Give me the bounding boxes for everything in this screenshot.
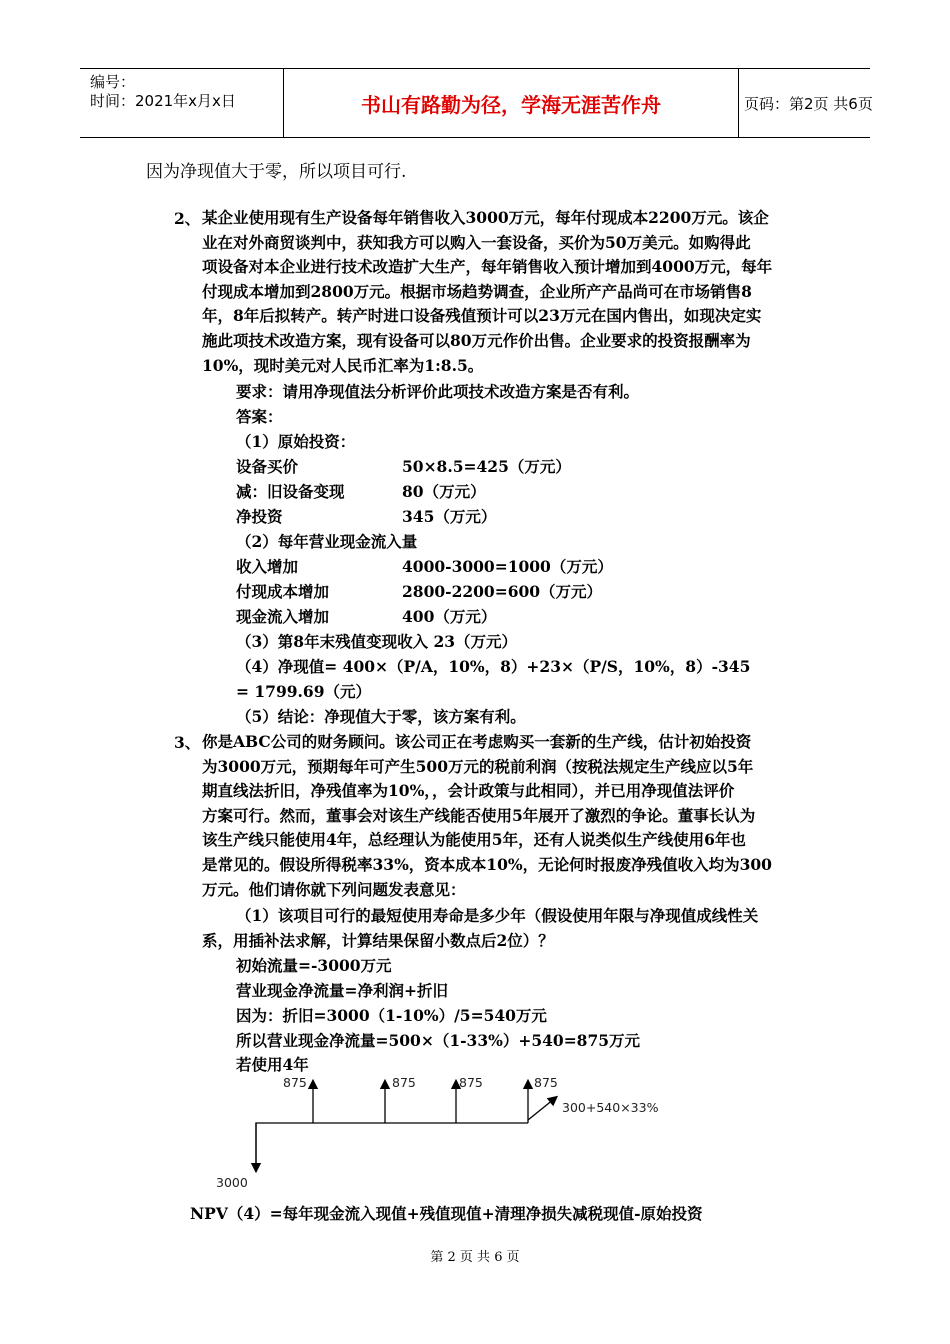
- inflow-label: 875: [459, 1075, 483, 1090]
- q2-line: 某企业使用现有生产设备每年销售收入3000万元，每年付现成本2200万元。该企: [202, 208, 769, 227]
- page-footer: 第 2 页 共 6 页: [430, 1250, 520, 1265]
- q2-row-value: 50×8.5=425（万元）: [402, 457, 571, 476]
- q2-row-value: 400（万元）: [402, 607, 497, 626]
- q3-sub1-line: （1）该项目可行的最短使用寿命是多少年（假设使用年限与净现值成线性关: [236, 906, 759, 925]
- q3-line: 是常见的。假设所得税率33%，资本成本10%，无论何时报废净残值收入均为300: [202, 854, 772, 874]
- intro-conclusion: 因为净现值大于零，所以项目可行.: [146, 162, 407, 182]
- q3-calc-line: 因为：折旧=3000（1-10%）/5=540万元: [236, 1006, 547, 1025]
- q2-row-value: 80（万元）: [402, 482, 486, 501]
- salvage-arrow: [528, 1099, 554, 1120]
- timeline-line: [256, 1123, 528, 1172]
- header-motto: 书山有路勤为径，学海无涯苦作舟: [283, 69, 739, 137]
- q2-requirement: 要求：请用净现值法分析评价此项技术改造方案是否有利。: [236, 382, 640, 401]
- q3-line: 你是ABC公司的财务顾问。该公司正在考虑购买一套新的生产线，估计初始投资: [202, 732, 752, 751]
- q2-answer-label: 答案：: [236, 407, 283, 426]
- q2-line: 10%，现时美元对人民币汇率为1:8.5。: [202, 355, 484, 375]
- q2-number: 2、: [174, 209, 201, 228]
- q2-step2-title: （2）每年营业现金流入量: [236, 532, 418, 551]
- q3-sub1-line: 系，用插补法求解，计算结果保留小数点后2位）？: [202, 931, 554, 950]
- doc-date-label: 时间：2021年x月x日: [90, 92, 236, 110]
- q2-row-value: 345（万元）: [402, 507, 497, 526]
- doc-number-label: 编号：: [90, 73, 136, 91]
- q2-step4-result: = 1799.69（元）: [236, 682, 371, 701]
- outflow-label: 3000: [216, 1175, 248, 1190]
- q2-line: 施此项技术改造方案，现有设备可以80万元作价出售。企业要求的投资报酬率为: [202, 330, 751, 350]
- q2-row-label: 净投资: [236, 507, 283, 526]
- q2-line: 业在对外商贸谈判中，获知我方可以购入一套设备，买价为50万美元。如购得此: [202, 232, 751, 252]
- q2-step4: （4）净现值= 400×（P/A，10%，8）+23×（P/S，10%，8）-345: [236, 657, 751, 676]
- q2-step5: （5）结论：净现值大于零，该方案有利。: [236, 707, 526, 726]
- q3-line: 期直线法折旧，净残值率为10%，，会计政策与此相同），并已用净现值法评价: [202, 781, 735, 801]
- q2-line: 年，8年后拟转产。转产时进口设备残值预计可以23万元在国内售出，如现决定实: [202, 306, 762, 326]
- q3-calc-line: 若使用4年: [236, 1055, 309, 1074]
- header-page-label: 页码：第2页 共6页: [744, 94, 873, 113]
- q2-row-label: 减：旧设备变现: [236, 482, 345, 501]
- q3-line: 为3000万元，预期每年可产生500万元的税前利润（按税法规定生产线应以5年: [202, 756, 754, 776]
- q2-step1-title: （1）原始投资：: [236, 432, 356, 451]
- q3-line: 该生产线只能使用4年，总经理认为能使用5年，还有人说类似生产线使用6年也: [202, 830, 746, 850]
- q2-step3: （3）第8年末残值变现收入 23（万元）: [236, 632, 518, 651]
- inflow-label: 875: [283, 1075, 307, 1090]
- salvage-label: 300+540×33%: [562, 1100, 659, 1115]
- q2-row-label: 收入增加: [236, 557, 299, 576]
- q2-row-value: 2800-2200=600（万元）: [402, 582, 603, 601]
- q3-number: 3、: [174, 733, 201, 752]
- q3-calc-line: 所以营业现金净流量=500×（1-33%）+540=875万元: [236, 1031, 641, 1050]
- q2-row-value: 4000-3000=1000（万元）: [402, 557, 613, 576]
- q3-line: 方案可行。然而，董事会对该生产线能否使用5年展开了激烈的争论。董事长认为: [202, 805, 756, 825]
- q2-line: 项设备对本企业进行技术改造扩大生产，每年销售收入预计增加到4000万元，每年: [202, 257, 773, 277]
- q3-calc-line: 初始流量=-3000万元: [236, 956, 392, 975]
- q2-row-label: 设备买价: [236, 457, 299, 476]
- q3-line: 万元。他们请你就下列问题发表意见：: [202, 879, 466, 899]
- inflow-label: 875: [534, 1075, 558, 1090]
- q2-row-label: 付现成本增加: [236, 582, 330, 601]
- inflow-label: 875: [392, 1075, 416, 1090]
- q2-line: 付现成本增加到2800万元。根据市场趋势调查，企业所产产品尚可在市场销售8: [202, 281, 752, 301]
- q3-calc-line: 营业现金净流量=净利润+折旧: [236, 981, 448, 1000]
- q2-row-label: 现金流入增加: [236, 607, 330, 626]
- npv-formula: NPV（4）=每年现金流入现值+残值现值+清理净损失减税现值-原始投资: [190, 1204, 703, 1223]
